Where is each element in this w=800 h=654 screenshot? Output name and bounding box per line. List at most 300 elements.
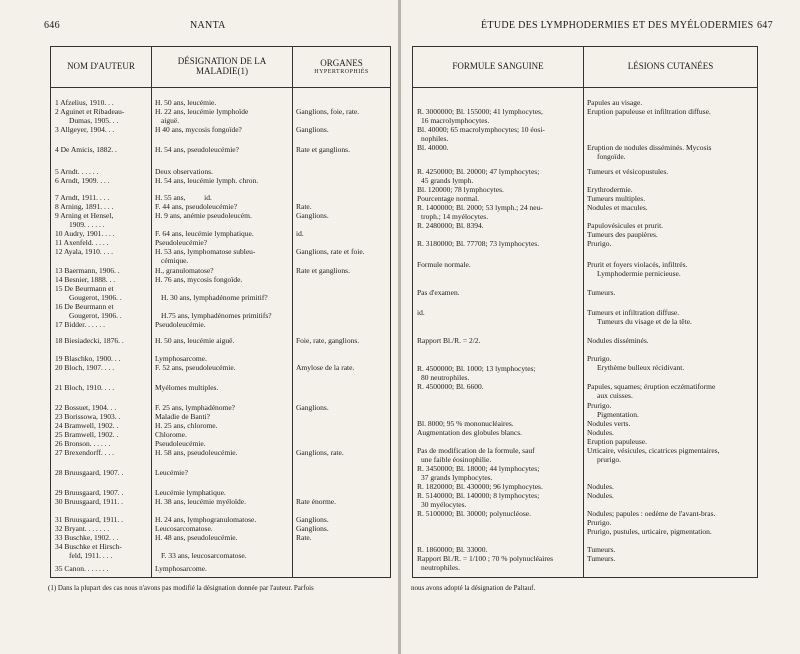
cell-line: Eruption papuleuse et infiltration diffuse. [587,108,711,116]
cell-organs [296,108,388,117]
cell-line: H. 58 ans, pseudoleucémie. [155,449,238,457]
cell-line: 21 Bloch, 1910. . . . [55,384,115,392]
cell-line: Pseudoleucémie? [155,239,208,247]
cell-line: 23 Borissowa, 1903. . [55,413,121,421]
cell-line: R. 4500000; Bl. 6600. [417,383,484,391]
cell-author [55,404,149,413]
cell-line: Chlorome. [155,431,187,439]
cell-line: Tumeurs et vésicopustules. [587,168,669,176]
cell-line: Tumeurs multiples. [587,195,646,203]
right-page [401,0,800,654]
cell-line: 13 Baermann, 1906. . [55,267,120,275]
cell-line: Bl. 40000; 65 macrolymphocytes; 10 éosi- [417,126,545,134]
cell-line: Foie, rate, ganglions. [296,337,360,345]
cell-formula [417,383,582,392]
cell-author [55,203,149,212]
cell-line: Tumeurs. [587,555,616,563]
cell-disease [155,384,292,393]
table-frame [412,46,758,578]
cell-disease [155,413,292,422]
cell-line: F. 64 ans, leucémie lymphatique. [155,230,254,238]
cell-line: Prurigo. [587,519,612,527]
cell-disease [155,203,292,212]
cell-line: Rate et ganglions. [296,146,350,154]
cell-author [55,321,149,330]
cell-organs [296,364,388,373]
cell-line: Papules au visage. [587,99,643,107]
cell-formula [417,337,582,346]
cell-line: H. 9 ans, anémie pseudoleucém. [155,212,252,220]
cell-line: Urticaire, vésicules, cicatrices pigmentaires, [587,447,720,455]
cell-lesions [587,447,755,464]
cell-line: H. 24 ans, lymphogranulomatose. [155,516,257,524]
cell-line: F. 44 ans, pseudoleucémie? [155,203,238,211]
cell-author [55,337,149,346]
table-header [51,47,390,88]
cell-line: H. 50 ans, leucémie aiguë. [155,337,235,345]
cell-line: Erythème bulleux récidivant. [597,362,685,372]
cell-line: 34 Buschke et Hirsch- [55,543,122,551]
cell-disease [155,212,292,221]
cell-formula [417,309,582,318]
cell-author [55,239,149,248]
cell-lesions [587,528,755,537]
cell-disease [155,230,292,239]
cell-formula [417,204,582,221]
cell-line: 22 Bossuet, 1904. . . [55,404,117,412]
cell-line: H. 25 ans, chlorome. [155,422,218,430]
cell-formula [417,261,582,270]
cell-lesions [587,309,755,326]
cell-disease [155,285,292,302]
cell-organs [296,525,388,534]
cell-line: Bl. 40000. [417,144,449,152]
cell-line: Myélomes multiples. [155,384,219,392]
column-divider [583,47,584,577]
cell-line: Pourcentage normal. [417,195,480,203]
cell-line: Tumeurs des paupières. [587,231,658,239]
cell-disease [155,146,292,155]
cell-line: 10 Audry, 1901. . . . [55,230,115,238]
cell-disease [155,534,292,543]
cell-line: R. 5100000; Bl. 30000; polynucléose. [417,510,531,518]
cell-line: Rate. [296,203,312,211]
left-page [0,0,399,654]
cell-line: 17 Bidder. . . . . . [55,321,105,329]
cell-line: une faible éosinophilie. [421,454,492,464]
cell-line: neutrophiles. [421,562,460,572]
cell-line: 1 Afzelius, 1910. . . [55,99,114,107]
cell-line: Prurit et foyers violacés, infiltrés. [587,261,688,269]
cell-organs [296,267,388,276]
cell-lesions [587,168,755,177]
cell-line: H. 48 ans, pseudoleucémie. [155,534,238,542]
cell-line: Amylose de la rate. [296,364,355,372]
cell-line: 1909. . . . . . [69,219,105,229]
cell-formula [417,240,582,249]
cell-line: Ganglions. [296,212,329,220]
cell-disease [155,303,292,320]
cell-line: 18 Biesiadecki, 1876. . [55,337,124,345]
cell-lesions [587,438,755,447]
cell-lesions [587,355,755,372]
cell-disease [155,489,292,498]
cell-line: aux cuisses. [597,390,633,400]
cell-disease [155,355,292,364]
cell-line: Bl. 8000; 95 % mononucléaires. [417,420,514,428]
cell-formula [417,492,582,509]
cell-line: 15 De Beurmann et [55,285,114,293]
cell-lesions [587,222,755,231]
cell-disease [155,565,292,574]
cell-organs [296,203,388,212]
cell-line: Tumeurs. [587,546,616,554]
cell-lesions [587,519,755,528]
cell-line: R. 1860000; Bl. 33000. [417,546,488,554]
cell-line: Rate. [296,534,312,542]
column-divider [292,47,293,577]
cell-line: prurigo. [597,454,621,464]
cell-line: Rate énorme. [296,498,336,506]
cell-line: Prurigo. [587,240,612,248]
cell-disease [155,364,292,373]
cell-lesions [587,144,755,161]
cell-lesions [587,337,755,346]
page-number: 646 [44,20,60,31]
cell-author [55,384,149,393]
cell-disease [155,248,292,265]
cell-line: aiguë. [161,115,180,125]
cell-disease [155,440,292,449]
cell-line: Bl. 120000; 78 lymphocytes. [417,186,504,194]
cell-line: 9 Arning et Hensel, [55,212,114,220]
cell-line: Ganglions, rate. [296,449,344,457]
cell-author [55,355,149,364]
cell-organs [296,146,388,155]
cell-author [55,146,149,155]
cell-lesions [587,510,755,519]
cell-author [55,489,149,498]
cell-line: 7 Arndt, 1911. . . . [55,194,110,202]
cell-author [55,565,149,574]
cell-disease [155,525,292,534]
cell-line: H. 76 ans, mycosis fongoïde. [155,276,243,284]
cell-formula [417,365,582,382]
cell-line: 11 Axenfeld. . . . . [55,239,109,247]
cell-line: H. 54 ans, leucémie lymph. chron. [155,177,259,185]
cell-line: Gougerot, 1906. . [69,292,122,302]
cell-line: F. 33 ans, leucosarcomatose. [161,550,247,560]
cell-author [55,543,149,560]
cell-author [55,126,149,135]
cell-formula [417,289,582,298]
cell-line: H 40 ans, mycosis fongoïde? [155,126,242,134]
cell-line: Papules, squames; éruption eczématiforme [587,383,716,391]
cell-line: Eruption de nodules disséminés. Mycosis [587,144,712,152]
cell-line: Ganglions. [296,516,329,524]
cell-author [55,108,149,125]
cell-disease [155,99,292,108]
cell-disease [155,431,292,440]
cell-disease [155,469,292,478]
cell-line: Ganglions, foie, rate. [296,108,360,116]
cell-line: Nodules. [587,429,614,437]
cell-disease [155,126,292,135]
cell-line: fongoïde. [597,151,626,161]
header-organs [293,47,390,87]
cell-disease [155,267,292,276]
cell-line: 20 Bloch, 1907. . . . [55,364,115,372]
cell-lesions [587,420,755,429]
cell-lesions [587,555,755,564]
cell-line: 16 macrolymphocytes. [421,115,490,125]
cell-line: R. 5140000; Bl. 140000; 8 lymphocytes; [417,492,540,500]
cell-author [55,422,149,431]
cell-line: 6 Arndt, 1909. . . . [55,177,110,185]
cell-lesions [587,186,755,195]
cell-author [55,449,149,458]
cell-formula [417,465,582,482]
cell-line: 4 De Amicis, 1882. . [55,146,117,154]
cell-formula [417,420,582,429]
cell-disease [155,108,292,125]
cell-formula [417,510,582,519]
cell-line: Prurigo. [587,402,612,410]
header-organs-main: ORGANES [320,57,363,68]
cell-line: R. 2480000; Bl. 8394. [417,222,484,230]
cell-author [55,469,149,478]
cell-disease [155,543,292,560]
cell-line: Tumeurs du visage et de la tête. [597,316,692,326]
header-lesions: LÉSIONS CUTANÉES [627,61,714,72]
cell-line: Pas de modification de la formule, sauf [417,447,535,455]
cell-line: H. 53 ans, lymphomatose subleu- [155,248,256,256]
cell-line: R. 1400000; Bl. 2000; 53 lymph.; 24 neu- [417,204,543,212]
cell-line: Augmentation des globules blancs. [417,429,522,437]
cell-disease [155,168,292,177]
cell-disease [155,422,292,431]
cell-line: Rate et ganglions. [296,267,350,275]
cell-line: Prurigo. [587,355,612,363]
cell-author [55,230,149,239]
cell-lesions [587,261,755,278]
cell-line: Tumeurs. [587,289,616,297]
cell-line: 35 Canon. . . . . . . [55,565,109,573]
column-divider [151,47,152,577]
cell-lesions [587,402,755,419]
cell-line: 8 Arning, 1891. . . . [55,203,114,211]
cell-author [55,276,149,285]
cell-line: H.75 ans, lymphadénomes primitifs? [161,310,272,320]
cell-author [55,534,149,543]
cell-line: Lymphodermie pernicieuse. [597,268,681,278]
cell-formula [417,168,582,185]
cell-organs [296,248,388,257]
header-author: NOM D'AUTEUR [67,61,135,72]
cell-organs [296,212,388,221]
cell-line: Ganglions. [296,404,329,412]
cell-line: id. [296,230,304,238]
cell-line: Ganglions. [296,525,329,533]
cell-line: Pseudoleucémie. [155,321,206,329]
cell-line: 29 Bruusgaard, 1907. . [55,489,124,497]
cell-formula [417,483,582,492]
cell-author [55,440,149,449]
cell-line: Gougerot, 1906. . [69,310,122,320]
cell-line: Rapport Bl./R. = 2/2. [417,337,481,345]
cell-line: Nodules disséminés. [587,337,649,345]
cell-line: 27 Brexendorff. . . . [55,449,115,457]
cell-line: 31 Bruusgaard, 1911. . [55,516,124,524]
cell-line: feld, 1911. . . . [69,550,113,560]
cell-line: Nodules. [587,483,614,491]
cell-line: R. 3180000; Bl. 77708; 73 lymphocytes. [417,240,540,248]
cell-lesions [587,429,755,438]
cell-line: id. [417,309,425,317]
cell-disease [155,498,292,507]
table-frame [50,46,391,578]
footnote: (1) Dans la plupart des cas nous n'avons pas modifié la désignation donnée par l'auteur. Parfois [48,584,314,592]
cell-line: 28 Bruusgaard, 1907. . [55,469,124,477]
header-organs-sub: HYPERTROPHIÉS [314,68,369,75]
cell-organs [296,404,388,413]
cell-line: 12 Ayala, 1910. . . . [55,248,114,256]
cell-line: H. 55 ans, id. [155,194,212,202]
cell-formula [417,429,582,438]
cell-disease [155,404,292,413]
cell-line: Nodules et macules. [587,204,648,212]
cell-line: H. 38 ans, leucémie myéloïde. [155,498,247,506]
cell-line: F. 25 ans, lymphadénome? [155,404,236,412]
cell-line: Leucémie lymphatique. [155,489,226,497]
cell-lesions [587,231,755,240]
cell-formula [417,126,582,143]
cell-line: 80 neutrophiles. [421,372,470,382]
cell-line: R. 4250000; Bl. 20000; 47 lymphocytes; [417,168,540,176]
footnote: nous avons adopté la désignation de Paltauf. [411,584,536,592]
cell-line: H., granulomatose? [155,267,214,275]
cell-lesions [587,108,755,117]
cell-author [55,248,149,257]
cell-author [55,364,149,373]
cell-lesions [587,383,755,400]
cell-line: H. 30 ans, lymphadénome primitif? [161,292,268,302]
cell-line: Nodules; papules : oedème de l'avant-bras. [587,510,716,518]
cell-author [55,285,149,302]
cell-line: cémique. [161,255,189,265]
cell-lesions [587,289,755,298]
cell-line: 26 Bronson. . . . . . [55,440,111,448]
cell-line: 24 Bramwell, 1902. . [55,422,119,430]
cell-line: H. 50 ans, leucémie. [155,99,217,107]
cell-line: troph.; 14 myélocytes. [421,211,489,221]
cell-author [55,303,149,320]
running-head: NANTA [190,20,226,31]
cell-lesions [587,492,755,501]
cell-formula [417,546,582,555]
cell-disease [155,194,292,203]
cell-line: Eruption papuleuse. [587,438,647,446]
cell-lesions [587,483,755,492]
cell-line: Lymphosarcome. [155,355,207,363]
cell-author [55,498,149,507]
cell-line: 30 myélocytes. [421,499,467,509]
cell-line: Nodules verts. [587,420,631,428]
cell-line: Pigmentation. [597,409,639,419]
cell-line: Leucosarcomatose. [155,525,213,533]
cell-line: Maladie de Banti? [155,413,210,421]
cell-line: R. 4500000; Bl. 1000; 13 lymphocytes; [417,365,536,373]
cell-line: R. 1820000; Bl. 430000; 96 lymphocytes. [417,483,543,491]
cell-line: Pas d'examen. [417,289,460,297]
cell-line: R. 3450000; Bl. 18000; 44 lymphocytes; [417,465,540,473]
cell-lesions [587,546,755,555]
cell-author [55,267,149,276]
cell-disease [155,337,292,346]
cell-line: Papulovésicules et prurit. [587,222,664,230]
cell-line: Rapport Bl./R. = 1/100 ; 70 % polynucléaires [417,555,554,563]
cell-disease [155,449,292,458]
cell-disease [155,177,292,186]
cell-formula [417,555,582,572]
cell-organs [296,126,388,135]
cell-organs [296,516,388,525]
cell-author [55,516,149,525]
cell-line: Prurigo, pustules, urticaire, pigmentation. [587,528,712,536]
cell-formula [417,195,582,204]
cell-disease [155,239,292,248]
header-disease: DÉSIGNATION DE LA MALADIE(1) [177,56,267,76]
cell-line: H. 22 ans, leucémie lymphoïde [155,108,249,116]
cell-disease [155,321,292,330]
cell-line: 32 Bryant. . . . . . . [55,525,110,533]
cell-line: Deux observations. [155,168,213,176]
cell-author [55,212,149,229]
cell-author [55,99,149,108]
header-formula: FORMULE SANGUINE [452,61,544,72]
cell-line: nophiles. [421,133,449,143]
cell-line: Ganglions, rate et foie. [296,248,365,256]
cell-formula [417,108,582,125]
cell-line: Ganglions. [296,126,329,134]
cell-author [55,168,149,177]
cell-formula [417,447,582,464]
cell-formula [417,144,582,153]
cell-line: Leucémie? [155,469,188,477]
cell-organs [296,534,388,543]
cell-formula [417,186,582,195]
cell-line: 30 Bruusgaard, 1911. . [55,498,124,506]
cell-line: 19 Blaschko, 1900. . . [55,355,121,363]
table-header [413,47,757,88]
cell-line: Dumas, 1905. . . [69,115,119,125]
cell-organs [296,337,388,346]
cell-author [55,525,149,534]
cell-line: H. 54 ans, pseudoleucémie? [155,146,239,154]
cell-disease [155,516,292,525]
cell-line: 37 grands lymphocytes. [421,472,493,482]
cell-disease [155,276,292,285]
cell-line: Nodules. [587,492,614,500]
cell-lesions [587,240,755,249]
cell-line: 45 grands lymph. [421,175,474,185]
cell-line: Tumeurs et infiltration diffuse. [587,309,680,317]
cell-formula [417,222,582,231]
page-number: 647 [757,20,773,31]
cell-line: Lymphosarcome. [155,565,207,573]
cell-line: 25 Bramwell, 1902. . [55,431,119,439]
cell-author [55,413,149,422]
